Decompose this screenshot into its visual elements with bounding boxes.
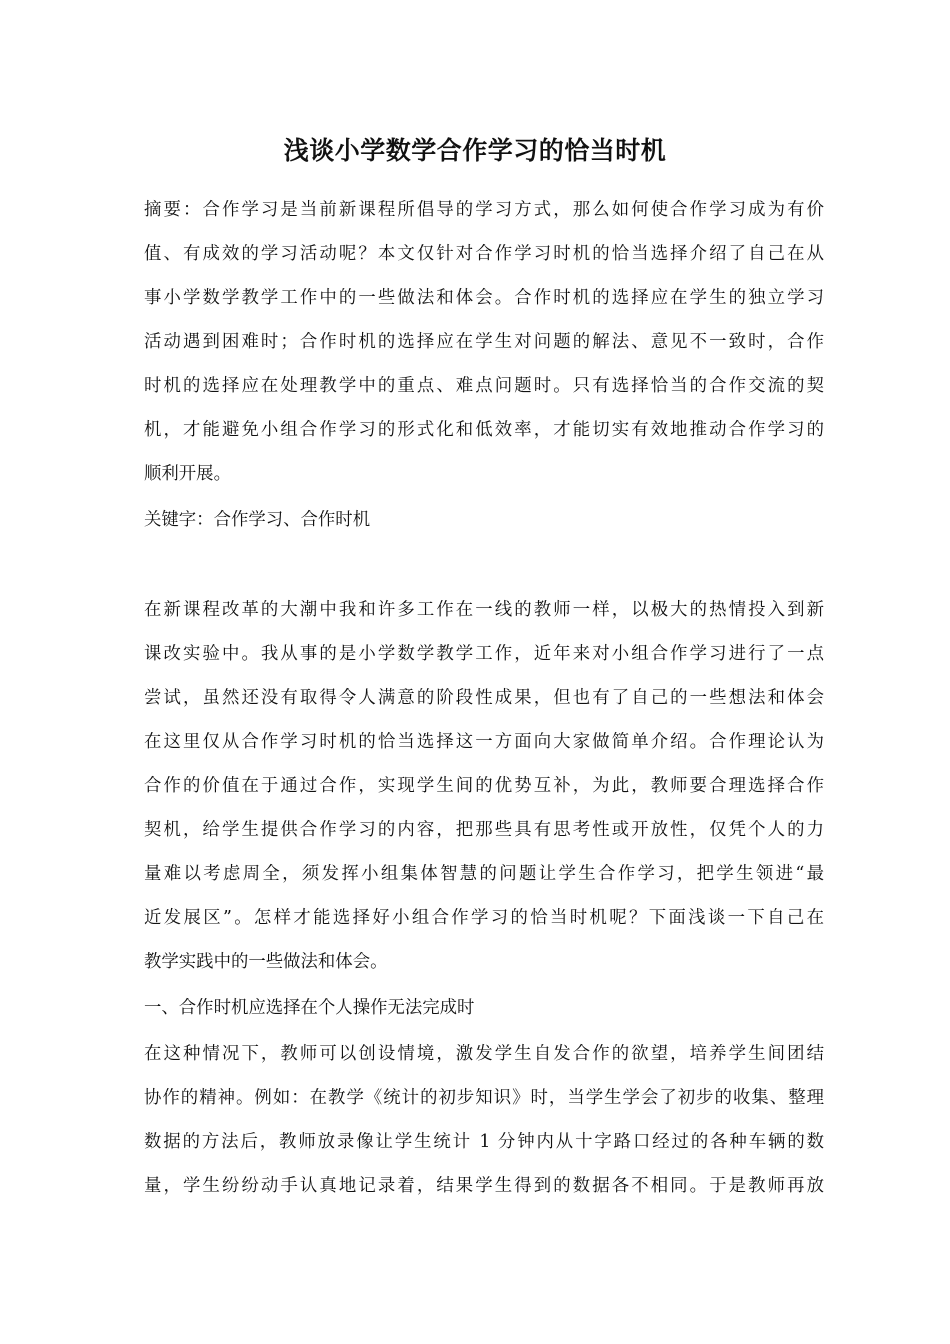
abstract-line: 活动遇到困难时；合作时机的选择应在学生对问题的解法、意见不一致时，合作 (144, 332, 824, 352)
intro-line: 契机，给学生提供合作学习的内容，把那些具有思考性或开放性，仅凭个人的力 (144, 820, 824, 840)
abstract-line: 值、有成效的学习活动呢？本文仅针对合作学习时机的恰当选择介绍了自己在从 (144, 244, 824, 264)
abstract-line: 摘要：合作学习是当前新课程所倡导的学习方式，那么如何使合作学习成为有价 (144, 200, 824, 220)
intro-line: 教学实践中的一些做法和体会。 (144, 952, 388, 972)
abstract-line: 事小学数学教学工作中的一些做法和体会。合作时机的选择应在学生的独立学习 (144, 288, 824, 308)
intro-line: 尝试，虽然还没有取得令人满意的阶段性成果，但也有了自己的一些想法和体会 (144, 688, 824, 708)
section-line: 在这种情况下，教师可以创设情境，激发学生自发合作的欲望，培养学生间团结 (144, 1044, 824, 1064)
section-heading: 一、合作时机应选择在个人操作无法完成时 (144, 998, 475, 1018)
abstract-line: 顺利开展。 (144, 464, 231, 484)
section-line: 量，学生纷纷动手认真地记录着，结果学生得到的数据各不相同。于是教师再放 (144, 1176, 824, 1196)
section-line: 数据的方法后，教师放录像让学生统计 1 分钟内从十字路口经过的各种车辆的数 (144, 1132, 824, 1152)
intro-line: 在这里仅从合作学习时机的恰当选择这一方面向大家做简单介绍。合作理论认为 (144, 732, 824, 752)
intro-line: 量难以考虑周全，须发挥小组集体智慧的问题让学生合作学习，把学生领进“最 (144, 864, 824, 884)
keywords-line: 关键字：合作学习、合作时机 (144, 510, 371, 530)
document-title: 浅谈小学数学合作学习的恰当时机 (283, 136, 667, 165)
intro-line: 在新课程改革的大潮中我和许多工作在一线的教师一样，以极大的热情投入到新 (144, 600, 824, 620)
intro-line: 课改实验中。我从事的是小学数学教学工作，近年来对小组合作学习进行了一点 (144, 644, 824, 664)
abstract-line: 机，才能避免小组合作学习的形式化和低效率，才能切实有效地推动合作学习的 (144, 420, 824, 440)
intro-line: 合作的价值在于通过合作，实现学生间的优势互补，为此，教师要合理选择合作 (144, 776, 824, 796)
intro-line: 近发展区”。怎样才能选择好小组合作学习的恰当时机呢？下面浅谈一下自己在 (144, 908, 824, 928)
section-line: 协作的精神。例如：在教学《统计的初步知识》时，当学生学会了初步的收集、整理 (144, 1088, 824, 1108)
abstract-line: 时机的选择应在处理教学中的重点、难点问题时。只有选择恰当的合作交流的契 (144, 376, 824, 396)
